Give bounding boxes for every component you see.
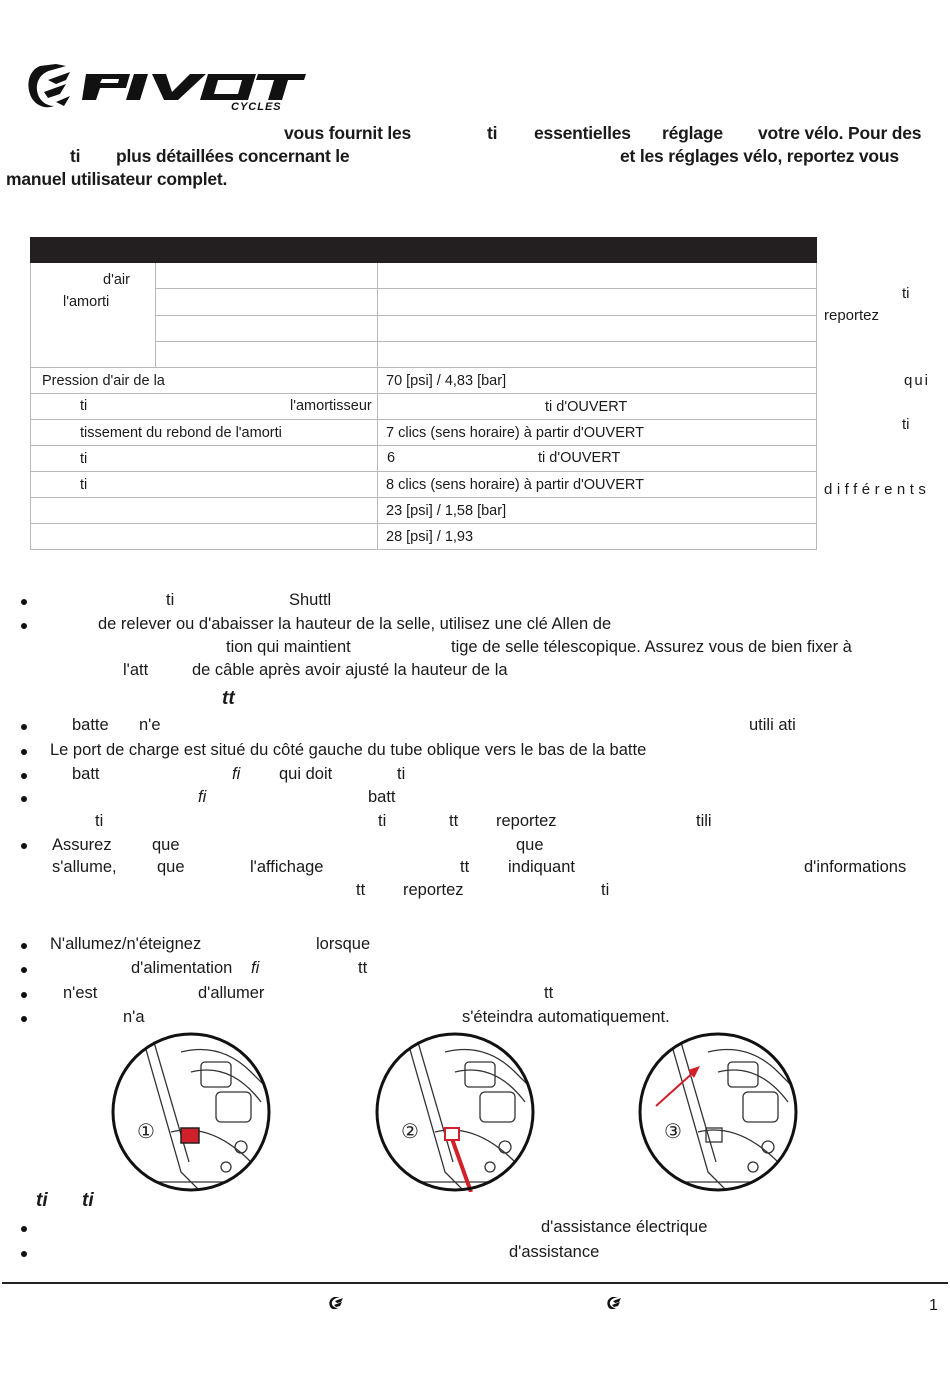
- table-header-row: [31, 238, 817, 263]
- bullet: [21, 1226, 27, 1232]
- section-heading: tt: [222, 688, 235, 709]
- bullet: [21, 992, 27, 998]
- table-cell: [156, 289, 378, 315]
- table-cell: [156, 263, 378, 289]
- pivot-mark-icon: [328, 1296, 344, 1310]
- bullet-text: ti: [166, 591, 175, 609]
- bullet-text: Le port de charge est situé du côté gauche du tube oblique vers le bas de la batte: [50, 741, 647, 759]
- table-cell: [156, 315, 378, 341]
- table-row: [31, 498, 817, 524]
- figure-number: ③: [664, 1119, 682, 1143]
- table-cell: [378, 289, 817, 315]
- table-cell-label: ti: [31, 472, 378, 498]
- figure-number: ②: [401, 1119, 419, 1143]
- bullet-text: tt: [358, 959, 368, 977]
- table-cell-value: ti d'OUVERT: [378, 394, 817, 420]
- bullet: [21, 773, 27, 779]
- bullet-text: l'att: [123, 661, 149, 679]
- bullet-text: ti: [95, 812, 104, 830]
- bullet: [21, 599, 27, 605]
- bullet-text: tion qui maintient: [226, 638, 351, 656]
- table-cell-label: [31, 394, 378, 420]
- section-heading: ti: [82, 1190, 94, 1211]
- side-text: reportez: [824, 307, 880, 324]
- side-text: différents: [824, 481, 931, 498]
- bullet-text: tt: [460, 858, 470, 876]
- bullet-text: fi: [232, 765, 241, 783]
- bullet-text: batte: [72, 716, 109, 734]
- intro-text: et les réglages vélo, reportez vous: [620, 146, 899, 166]
- table-row: [31, 446, 817, 472]
- table-cell: [378, 315, 817, 341]
- bullet-text: batt: [368, 788, 396, 806]
- bullet: [21, 623, 27, 629]
- bullet-text: tt: [544, 984, 554, 1002]
- bullet-text: lorsque: [316, 935, 371, 953]
- bullet-text: d'allumer: [198, 984, 265, 1002]
- intro-text: vous fournit les: [284, 123, 412, 143]
- bullet: [21, 843, 27, 849]
- bullet-text: d'alimentation: [131, 959, 233, 977]
- logo-subtext: CYCLES: [231, 101, 282, 112]
- table-cell-value: 8 clics (sens horaire) à partir d'OUVERT: [378, 472, 817, 498]
- bullet: [21, 943, 27, 949]
- table-row: [31, 263, 817, 289]
- table-cell: [378, 341, 817, 367]
- bullet-text: ti: [378, 812, 387, 830]
- table-row: [31, 524, 817, 550]
- table-cell-text: l'amorti: [63, 294, 110, 310]
- bullet: [21, 1251, 27, 1257]
- power-button-figure-1: [111, 1032, 271, 1192]
- table-cell-label: tissement du rebond de l'amorti: [31, 420, 378, 446]
- pivot-mark-icon: [606, 1296, 622, 1310]
- table-row: [31, 420, 817, 446]
- bullet-text: s'allume,: [52, 858, 117, 876]
- bullet-text: tt: [356, 881, 366, 899]
- bullet-text: tige de selle télescopique. Assurez vous de bien fixer à: [451, 638, 852, 656]
- side-text: ti: [902, 416, 910, 433]
- bullet: [21, 749, 27, 755]
- bullet-text: n'e: [139, 716, 161, 734]
- bullet-text: Shuttl: [289, 591, 332, 609]
- table-cell-label: [31, 498, 378, 524]
- bullet-text: d'assistance: [509, 1243, 600, 1261]
- table-cell-label: ti: [31, 446, 378, 472]
- page-number: 1: [929, 1297, 938, 1314]
- bullet-text: utili ati: [749, 716, 796, 734]
- bullet-text: d'assistance électrique: [541, 1218, 708, 1236]
- table-cell-text: 6: [387, 450, 396, 466]
- table-cell-label: [31, 524, 378, 550]
- bullet: [21, 1016, 27, 1022]
- section-heading: ti: [36, 1190, 48, 1211]
- settings-table: [30, 237, 817, 550]
- table-cell: [156, 341, 378, 367]
- table-row: [31, 394, 817, 420]
- table-cell-value: 70 [psi] / 4,83 [bar]: [378, 368, 817, 394]
- pivot-cycles-logo: [26, 62, 306, 112]
- bullet: [21, 724, 27, 730]
- table-row: [31, 368, 817, 394]
- bullet-text: d'informations: [804, 858, 907, 876]
- bullet-text: que: [157, 858, 185, 876]
- table-cell-value: 28 [psi] / 1,93: [378, 524, 817, 550]
- bullet-text: tili: [696, 812, 712, 830]
- intro-text: réglage: [662, 123, 723, 143]
- bullet-text: l'affichage: [250, 858, 324, 876]
- bullet-text: reportez: [496, 812, 557, 830]
- table-cell-value: 23 [psi] / 1,58 [bar]: [378, 498, 817, 524]
- bullet-text: de câble après avoir ajusté la hauteur de la: [192, 661, 508, 679]
- table-cell-text: ti d'OUVERT: [538, 450, 621, 466]
- bullet-text: tt: [449, 812, 459, 830]
- table-row: [31, 472, 817, 498]
- bullet-text: n'a: [123, 1008, 145, 1026]
- intro-text: manuel utilisateur complet.: [6, 169, 228, 189]
- table-cell-left: [31, 263, 156, 368]
- bullet-text: s'éteindra automatiquement.: [462, 1008, 670, 1026]
- table-cell-value: [378, 446, 817, 472]
- table-cell-text: l'amortisseur: [290, 398, 372, 414]
- bullet: [21, 796, 27, 802]
- bullet-text: fi: [198, 788, 207, 806]
- side-text: qui: [904, 372, 931, 389]
- bullet-text: qui doit: [279, 765, 333, 783]
- bullet-text: N'allumez/n'éteignez: [50, 935, 202, 953]
- bullet-text: Assurez: [52, 836, 112, 854]
- table-cell: [378, 263, 817, 289]
- bullet-text: batt: [72, 765, 100, 783]
- table-cell-text: ti: [80, 398, 88, 414]
- side-text: ti: [902, 285, 910, 302]
- table-cell-text: d'air: [103, 272, 130, 288]
- intro-text: ti: [487, 123, 498, 143]
- bullet-text: ti: [601, 881, 610, 899]
- table-cell-label: Pression d'air de la: [31, 368, 378, 394]
- intro-text: essentielles: [534, 123, 631, 143]
- bullet-text: fi: [251, 959, 260, 977]
- bullet-text: n'est: [63, 984, 98, 1002]
- table-cell-value: 7 clics (sens horaire) à partir d'OUVERT: [378, 420, 817, 446]
- power-button-figure-3: [638, 1032, 798, 1192]
- intro-text: plus détaillées concernant le: [116, 146, 350, 166]
- footer-divider: [2, 1282, 948, 1284]
- intro-text: ti: [70, 146, 81, 166]
- bullet-text: de relever ou d'abaisser la hauteur de la selle, utilisez une clé Allen de: [98, 615, 612, 633]
- bullet-text: que: [152, 836, 180, 854]
- bullet-text: indiquant: [508, 858, 575, 876]
- bullet-text: reportez: [403, 881, 464, 899]
- intro-text: votre vélo. Pour des: [758, 123, 922, 143]
- bullet: [21, 967, 27, 973]
- bullet-text: que: [516, 836, 544, 854]
- bullet-text: ti: [397, 765, 406, 783]
- figure-number: ①: [137, 1119, 155, 1143]
- power-button-figure-2: [375, 1032, 535, 1192]
